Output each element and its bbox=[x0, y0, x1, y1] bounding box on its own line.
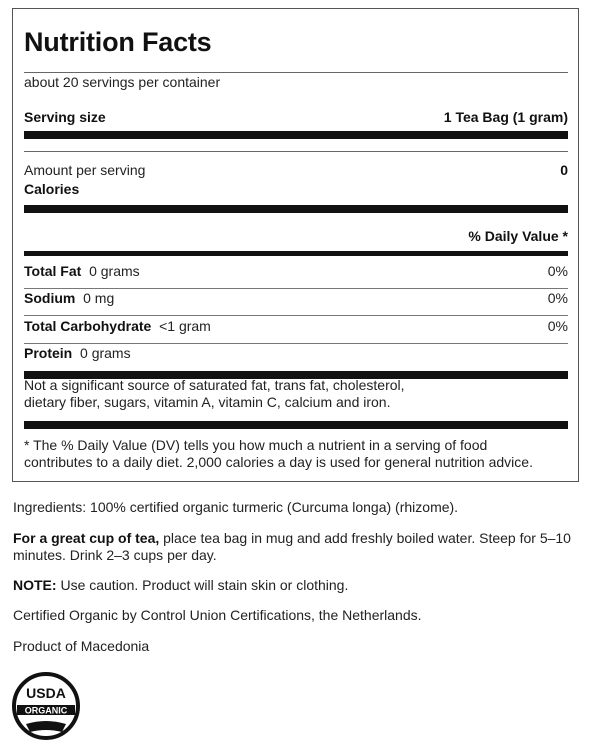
nutrient-row-protein bbox=[24, 345, 568, 361]
serving-thick-divider bbox=[24, 131, 568, 139]
serving-size-label: Serving size bbox=[24, 109, 106, 125]
directions-text bbox=[13, 530, 578, 564]
title-divider bbox=[24, 72, 568, 73]
nutrient-row-total-fat bbox=[24, 263, 568, 279]
nutrient-dv: 0% bbox=[547, 318, 568, 334]
nutrient-amount: 0 mg bbox=[83, 290, 115, 306]
seal-top-text: USDA bbox=[26, 685, 66, 701]
nutrient-row-total-carbohydrate bbox=[24, 318, 568, 334]
footnote-line: contributes to a daily diet. 2,000 calories a day is used for general nutrition advice. bbox=[24, 454, 533, 470]
calories-row bbox=[24, 181, 568, 197]
nutrition-facts-panel bbox=[12, 8, 579, 482]
nutrient-amount: 0 grams bbox=[80, 345, 131, 361]
nutrient-divider bbox=[24, 315, 568, 316]
footnote-thick-divider bbox=[24, 421, 568, 429]
caution-note-body: Use caution. Product will stain skin or clothing. bbox=[56, 577, 349, 593]
serving-thin-divider bbox=[24, 151, 568, 152]
serving-size-value: 1 Tea Bag (1 gram) bbox=[443, 109, 568, 125]
calories-value: 0 bbox=[560, 162, 568, 178]
directions-bold: For a great cup of tea, bbox=[13, 530, 160, 546]
seal-band-text: ORGANIC bbox=[24, 705, 68, 716]
not-significant-line: dietary fiber, sugars, vitamin A, vitamin C, calcium and iron. bbox=[24, 394, 391, 410]
daily-value-footnote bbox=[24, 437, 568, 471]
amount-per-serving-row bbox=[24, 162, 568, 178]
daily-value-header-row bbox=[24, 228, 568, 244]
nutrient-row-sodium bbox=[24, 290, 568, 306]
nutrient-divider bbox=[24, 288, 568, 289]
nutrient-divider bbox=[24, 343, 568, 344]
not-significant-note bbox=[24, 377, 568, 411]
nutrient-name: Total Carbohydrate bbox=[24, 318, 152, 334]
nutrition-facts-title: Nutrition Facts bbox=[24, 27, 212, 57]
usda-seal-graphic bbox=[12, 672, 80, 740]
nutrient-dv: 0% bbox=[547, 290, 568, 306]
nutrient-amount: <1 gram bbox=[159, 318, 211, 334]
usda-organic-seal-icon bbox=[12, 672, 80, 740]
origin-text: Product of Macedonia bbox=[13, 638, 150, 654]
nutrient-name: Protein bbox=[24, 345, 73, 361]
certification-text: Certified Organic by Control Union Certifications, the Netherlands. bbox=[13, 607, 422, 623]
directions-body: place tea bag in mug and add freshly boiled water. Steep for 5–10 minutes. Drink 2–3 cups per day. bbox=[13, 530, 571, 563]
amount-per-serving-label: Amount per serving bbox=[24, 162, 146, 178]
nutrient-amount: 0 grams bbox=[89, 263, 140, 279]
serving-size-row bbox=[24, 109, 568, 125]
daily-value-header: % Daily Value * bbox=[468, 228, 568, 244]
nutrient-name: Sodium bbox=[24, 290, 76, 306]
nutrient-dv: 0% bbox=[547, 263, 568, 279]
caution-note bbox=[13, 577, 578, 594]
servings-per-container: about 20 servings per container bbox=[24, 74, 221, 90]
caution-note-bold: NOTE: bbox=[13, 577, 57, 593]
footnote-line: * The % Daily Value (DV) tells you how much a nutrient in a serving of food bbox=[24, 437, 488, 453]
calories-label: Calories bbox=[24, 181, 80, 197]
nutrient-name: Total Fat bbox=[24, 263, 82, 279]
not-significant-line: Not a significant source of saturated fat, trans fat, cholesterol, bbox=[24, 377, 405, 393]
ingredients-text: Ingredients: 100% certified organic turmeric (Curcuma longa) (rhizome). bbox=[13, 499, 459, 515]
daily-value-divider bbox=[24, 251, 568, 256]
calories-thick-divider bbox=[24, 205, 568, 213]
